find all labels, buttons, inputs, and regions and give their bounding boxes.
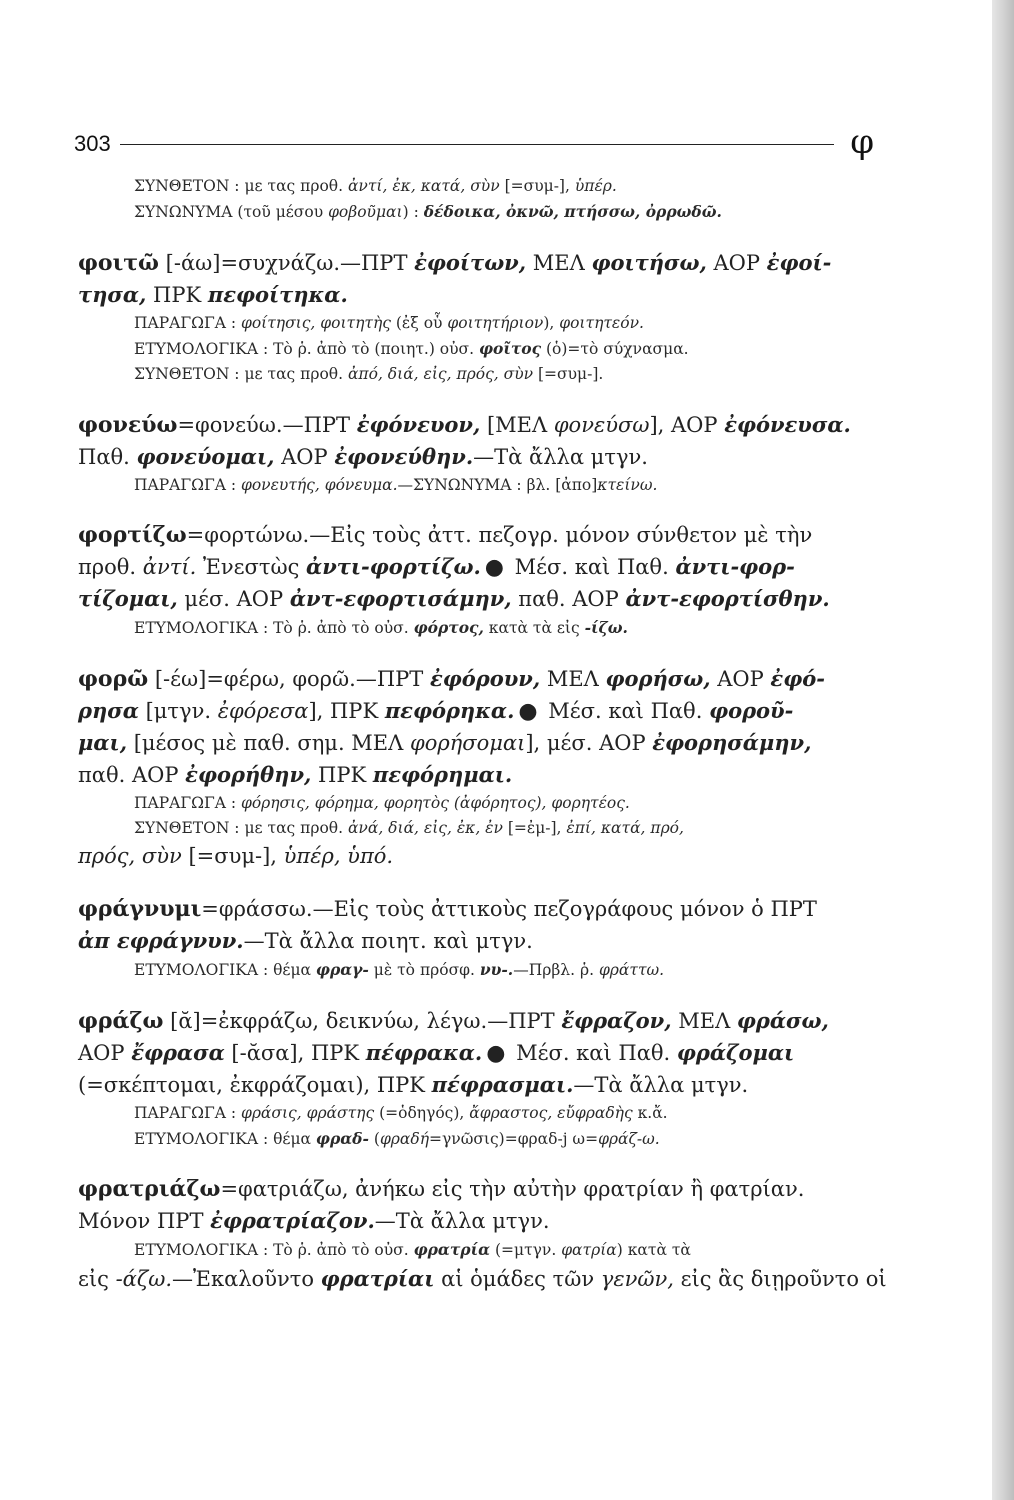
entry-text: αἱ ὁμάδες τῶν [434, 1267, 601, 1291]
entry-text: ΕΤΥΜΟΛΟΓΙΚΑ : θέμα [134, 961, 316, 979]
entry-text: Μόνον ΠΡΤ [78, 1209, 211, 1233]
page-number: 303 [74, 131, 111, 156]
form-italic: φράττω. [598, 961, 665, 979]
form-bold: πεφόρημαι. [372, 762, 513, 787]
form-bold: μαι, [78, 730, 128, 755]
entry-text: κατὰ τὰ εἰς [483, 619, 585, 637]
form-bold: φοροῦ- [709, 698, 794, 723]
section-letter: φ [850, 122, 874, 162]
entry-text: (=ὁδηγός), [374, 1104, 470, 1122]
dictionary-entry [78, 663, 878, 872]
entry-line [78, 1126, 878, 1152]
entry-text: [ΜΕΛ [480, 413, 554, 437]
entry-line [78, 247, 878, 279]
entry-text: ΑΟΡ [706, 251, 767, 275]
entry-text: [=συμ-], [499, 177, 575, 195]
form-italic: ὑπέρ. [574, 177, 617, 195]
entry-text: =φράσσω.—Εἰς τοὺς ἀττικοὺς πεζογράφους μόνον ὁ ΠΡΤ [201, 897, 817, 921]
form-bold: τίζομαι, [78, 586, 178, 611]
entry-text: =γνῶσις)=φραδ-j ω= [429, 1130, 599, 1148]
form-italic: φονεύσω [553, 413, 650, 437]
entry-text: Παθ. [78, 445, 137, 469]
entry-text: ( [368, 1130, 380, 1148]
entry-line [78, 520, 878, 551]
entry-line [78, 759, 878, 791]
entry-text: ΜΕΛ [526, 251, 592, 275]
form-bold: ἐφόρουν, [429, 666, 541, 691]
entry-text: προθ. [78, 555, 143, 579]
entry-line [78, 174, 878, 199]
form-bold: ἔφρασα [131, 1040, 225, 1065]
form-italic: φοιτητήριον [447, 314, 544, 332]
dictionary-entry [78, 1174, 887, 1295]
form-italic: ἄφραστος, εὔφραδὴς [469, 1104, 633, 1122]
form-italic: ἀνά, διά, εἰς, ἐκ, ἐν [347, 819, 503, 837]
entry-line [78, 925, 878, 957]
entry-text: Ἐνεστὼς [196, 555, 307, 579]
entry-text: μὲ τὸ πρόσφ. [368, 961, 480, 979]
entry-text: ΜΕΛ [671, 1009, 737, 1033]
headword: φοιτῶ [78, 250, 159, 276]
form-bold: ἐφορησάμην, [652, 730, 812, 755]
form-bold: ἐφονεύθην. [334, 444, 474, 469]
form-bold: ρησα [78, 698, 139, 723]
entry-line [78, 816, 878, 841]
form-italic: φορήσομαι [409, 731, 526, 755]
entry-line [78, 583, 878, 615]
form-bold: τησα, [78, 282, 147, 307]
entry-line [78, 1101, 878, 1126]
entry-line [78, 1205, 878, 1237]
entry-line [78, 957, 878, 983]
entry-text: ], μέσ. ΑΟΡ [525, 731, 653, 755]
entry-text: μέσ. ΑΟΡ [177, 587, 290, 611]
form-italic: ἀντί. [142, 555, 197, 579]
entry-line [78, 473, 878, 498]
headword: φορῶ [78, 666, 149, 692]
form-italic: ἐπί, κατά, πρό, [566, 819, 684, 837]
entry-text: (=σκέπτομαι, ἐκφράζομαι), ΠΡΚ [78, 1073, 432, 1097]
form-italic: πρός, σὺν [78, 844, 182, 868]
form-bold: ἐφοίτων, [414, 250, 527, 275]
entry-line [78, 791, 878, 816]
entry-line [78, 841, 878, 872]
entry-line [78, 727, 878, 759]
entry-gap [78, 872, 878, 894]
entry-gap [78, 498, 878, 520]
entry-line [78, 1037, 878, 1069]
bullet-dot: ● [518, 699, 538, 724]
form-bold: φρατρίαι [320, 1266, 435, 1291]
form-bold: πεφόρηκα. [384, 698, 515, 723]
entry-text: [μέσος μὲ παθ. σημ. ΜΕΛ [127, 731, 410, 755]
dictionary-content [78, 174, 887, 1295]
entry-text: —ΣΥΝΩΝΥΜΑ : βλ. [ἀπο] [397, 476, 598, 494]
entry-gap [78, 1152, 878, 1174]
entry-text: ΜΕΛ [540, 667, 606, 691]
form-italic: ὑπέρ, ὑπό. [283, 844, 394, 868]
headword: φρατριάζω [78, 1176, 221, 1202]
entry-text: (ὁ)=τὸ σύχνασμα. [541, 340, 689, 358]
form-italic: ἀπό, διά, εἰς, πρός, σὺν [347, 365, 534, 383]
page-header [74, 122, 874, 168]
headword: φορτίζω [78, 522, 187, 548]
form-bold: πέφρασμαι. [431, 1072, 574, 1097]
entry-line [78, 1263, 887, 1295]
form-bold: ἐφοί- [766, 250, 832, 275]
entry-text: ΕΤΥΜΟΛΟΓΙΚΑ : θέμα [134, 1130, 316, 1148]
entry-text: —Τὰ ἄλλα μτγν. [573, 1073, 749, 1097]
entry-text: Μέσ. καὶ Παθ. [509, 1041, 677, 1065]
form-italic: φραδή [379, 1130, 430, 1148]
dictionary-entry [78, 520, 878, 641]
bullet-dot: ● [486, 1041, 506, 1066]
entry-text: ΠΑΡΑΓΩΓΑ : [134, 476, 241, 494]
form-italic: ἐφόρεσα [217, 699, 309, 723]
entry-line [78, 409, 878, 441]
dictionary-entry [78, 247, 878, 387]
bullet-dot: ● [484, 555, 504, 580]
entry-line [78, 1069, 878, 1101]
dictionary-entry [78, 174, 878, 225]
entry-text: ΣΥΝΘΕΤΟΝ : με τας προθ. [134, 177, 348, 195]
form-italic: φονευτής, φόνευμα. [240, 476, 398, 494]
entry-text: ΑΟΡ [710, 667, 771, 691]
entry-line [78, 894, 878, 925]
form-bold: ἐφό- [770, 666, 825, 691]
form-bold: ἀντι-φορτίζω. [306, 554, 481, 579]
dictionary-entry [78, 1005, 878, 1152]
headword: φράζω [78, 1008, 164, 1034]
entry-text: (ἐξ οὗ [390, 314, 448, 332]
entry-text: εἰς ἃς διῃροῦντο οἱ [673, 1267, 887, 1291]
entry-text: ) κατὰ τὰ [616, 1241, 691, 1259]
entry-line [78, 199, 878, 225]
entry-line [78, 615, 878, 641]
entry-text: [-έω]=φέρω, φορῶ.—ΠΡΤ [148, 667, 430, 691]
form-bold: νυ-. [479, 960, 514, 979]
entry-text: =φατριάζω, ἀνήκω εἰς τὴν αὐτὴν φρατρίαν ἢ φατρίαν. [220, 1177, 805, 1201]
form-bold: ἀντ-εφορτίσθην. [625, 586, 830, 611]
form-italic: φόρησις, φόρημα, φορητὸς (ἀφόρητος), φορητέος. [240, 794, 630, 812]
form-bold: ἐφόνευον, [356, 412, 481, 437]
form-bold: ἀντ-εφορτισάμην, [289, 586, 512, 611]
entry-line [78, 1005, 878, 1037]
entry-text: ΠΡΚ [146, 283, 208, 307]
form-italic: φράσις, φράστης [240, 1104, 375, 1122]
form-bold: ἀντι-φορ- [675, 554, 795, 579]
entry-gap [78, 225, 878, 247]
scan-edge-shadow [992, 0, 1014, 1500]
form-italic: φοβοῦμαι [328, 203, 403, 221]
entry-text: ], ΑΟΡ [649, 413, 725, 437]
entry-text: εἰς [78, 1267, 116, 1291]
entry-line [78, 279, 878, 311]
entry-text: ), [543, 314, 560, 332]
entry-text: ΣΥΝΘΕΤΟΝ : με τας προθ. [134, 819, 348, 837]
entry-text: ΑΟΡ [274, 445, 335, 469]
form-bold: φονεύομαι, [136, 444, 275, 469]
entry-text: —Τὰ ἄλλα μτγν. [473, 445, 648, 469]
entry-text: —Ἐκαλοῦντο [172, 1267, 321, 1291]
entry-text: ) : [402, 203, 424, 221]
entry-text: ΣΥΝΩΝΥΜΑ (τοῦ μέσου [134, 203, 329, 221]
entry-line [78, 1237, 878, 1263]
entry-text: [μτγν. [138, 699, 218, 723]
entry-text: ΣΥΝΘΕΤΟΝ : με τας προθ. [134, 365, 348, 383]
form-italic: γενῶν, [600, 1267, 674, 1291]
entry-line [78, 663, 878, 695]
entry-line [78, 311, 878, 336]
form-bold: ἀπ εφράγνυν. [78, 928, 244, 953]
entry-text: =φονεύω.—ΠΡΤ [177, 413, 357, 437]
entry-text: (=μτγν. [490, 1241, 562, 1259]
entry-line [78, 1174, 878, 1205]
entry-text: [-ᾰσα], ΠΡΚ [224, 1041, 366, 1065]
form-bold: ἐφορήθην, [185, 762, 312, 787]
form-bold: -ίζω. [584, 618, 628, 637]
entry-text: [=ἐμ-], [502, 819, 567, 837]
entry-line [78, 441, 878, 473]
form-italic: φοιτητεόν. [559, 314, 644, 332]
headword: φράγνυμι [78, 896, 202, 922]
form-italic: φατρία [561, 1241, 617, 1259]
entry-text: [-άω]=συχνάζω.—ΠΡΤ [158, 251, 415, 275]
header-rule [120, 144, 834, 145]
form-bold: δέδοικα, ὀκνῶ, πτήσσω, ὀρρωδῶ. [423, 202, 722, 221]
dictionary-entry [78, 409, 878, 498]
entry-text: Μέσ. καὶ Παθ. [507, 555, 676, 579]
form-italic: ἀντί, ἐκ, κατά, σὺν [347, 177, 500, 195]
entry-text: ΠΑΡΑΓΩΓΑ : [134, 1104, 241, 1122]
entry-line [78, 695, 878, 727]
form-bold: φοῖτος [479, 339, 542, 358]
entry-text: ΕΤΥΜΟΛΟΓΙΚΑ : Τὸ ῥ. ἀπὸ τὸ οὐσ. [134, 619, 414, 637]
entry-text: =φορτώνω.—Εἰς τοὺς ἀττ. πεζογρ. μόνον σύνθετον μὲ τὴν [186, 523, 813, 547]
entry-text: ΕΤΥΜΟΛΟΓΙΚΑ : Τὸ ῥ. ἀπὸ τὸ οὐσ. [134, 1241, 414, 1259]
headword: φονεύω [78, 412, 178, 438]
entry-text: Μέσ. καὶ Παθ. [541, 699, 710, 723]
entry-line [78, 336, 878, 362]
entry-text: [=συμ-]. [533, 365, 604, 383]
form-bold: φράσω, [736, 1008, 829, 1033]
form-italic: φράζ-ω. [598, 1130, 660, 1148]
form-bold: φράζομαι [676, 1040, 795, 1065]
entry-text: ΠΡΚ [311, 763, 373, 787]
form-bold: ἐφρατρίαζον. [210, 1208, 375, 1233]
entry-gap [78, 387, 878, 409]
entry-line [78, 551, 878, 583]
form-italic: κτείνω. [597, 476, 658, 494]
entry-text: κ.ἄ. [632, 1104, 668, 1122]
entry-text: [=συμ-], [181, 844, 284, 868]
form-bold: φοιτήσω, [591, 250, 707, 275]
form-bold: φορήσω, [605, 666, 711, 691]
form-bold: ἔφραζον, [561, 1008, 672, 1033]
entry-text: ], ΠΡΚ [308, 699, 385, 723]
entry-gap [78, 983, 878, 1005]
entry-text: ΠΑΡΑΓΩΓΑ : [134, 314, 241, 332]
form-italic: φοίτησις, φοιτητὴς [240, 314, 391, 332]
entry-text: ΑΟΡ [78, 1041, 132, 1065]
entry-text: ΠΑΡΑΓΩΓΑ : [134, 794, 241, 812]
form-bold: πέφρακα. [365, 1040, 483, 1065]
entry-text: —Τὰ ἄλλα μτγν. [374, 1209, 550, 1233]
dictionary-entry [78, 894, 878, 983]
form-bold: φρατρία [413, 1240, 491, 1259]
form-bold: ἐφόνευσα. [724, 412, 851, 437]
entry-text: [ᾰ]=ἐκφράζω, δεικνύω, λέγω.—ΠΡΤ [163, 1009, 562, 1033]
form-bold: πεφοίτηκα. [207, 282, 348, 307]
entry-gap [78, 641, 878, 663]
form-italic: -άζω. [115, 1267, 173, 1291]
entry-line [78, 362, 878, 387]
entry-text: —Τὰ ἄλλα ποιητ. καὶ μτγν. [243, 929, 533, 953]
entry-text: παθ. ΑΟΡ [78, 763, 186, 787]
entry-text: ΕΤΥΜΟΛΟΓΙΚΑ : Τὸ ῥ. ἀπὸ τὸ (ποιητ.) οὐσ. [134, 340, 479, 358]
form-bold: φραγ- [315, 960, 369, 979]
entry-text: —Πρβλ. ῥ. [513, 961, 599, 979]
entry-text: παθ. ΑΟΡ [511, 587, 626, 611]
form-bold: φραδ- [315, 1129, 369, 1148]
form-bold: φόρτος, [413, 618, 484, 637]
